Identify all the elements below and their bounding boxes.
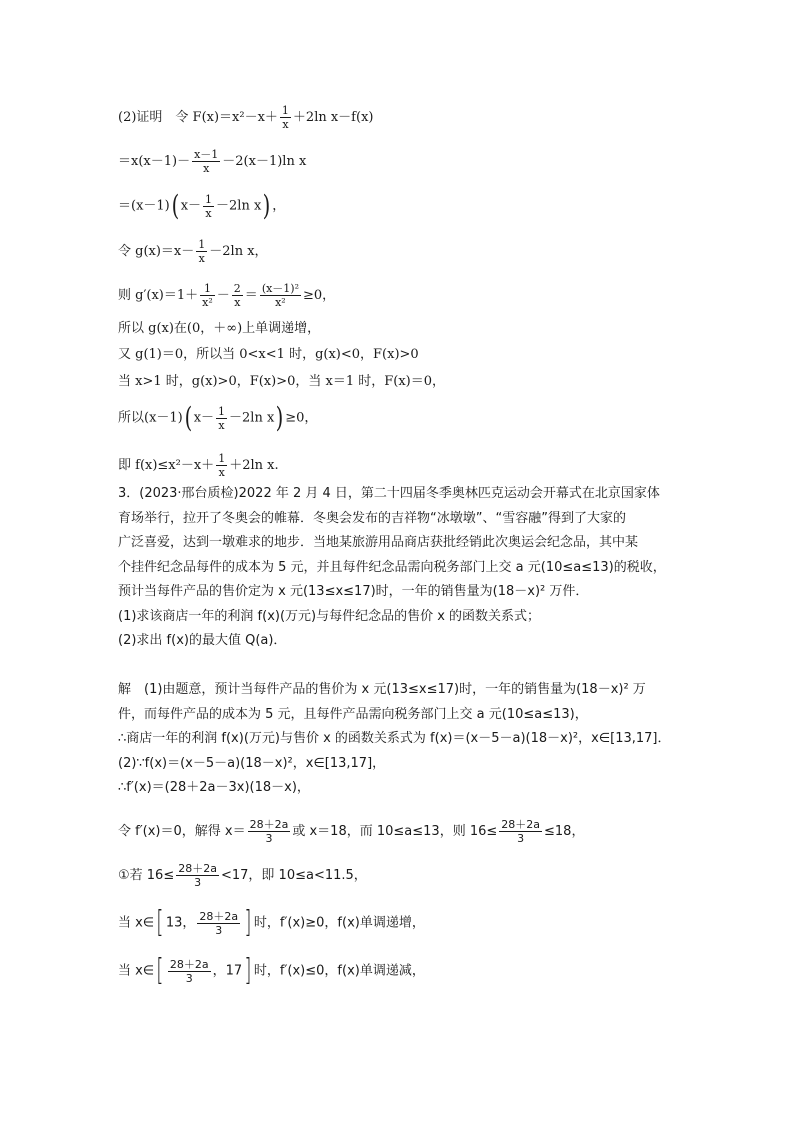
- text: 所以 g(x)在(0，＋∞)上单调递增，: [118, 321, 321, 336]
- text: 令 f′(x)＝0，解得 x＝: [118, 824, 246, 839]
- fraction: [168, 958, 211, 985]
- proof-line-10: [118, 452, 690, 479]
- fraction: [280, 104, 291, 131]
- text: 13，: [165, 915, 196, 931]
- denominator: 3: [215, 923, 223, 937]
- text: 令 g(x)＝x－: [118, 244, 195, 259]
- problem-row: 育场举行，拉开了冬奥会的帷幕．冬奥会发布的吉祥物“冰墩墩”、“雪容融”得到了大家的: [118, 510, 626, 526]
- fraction: [260, 282, 301, 309]
- fraction: [196, 238, 207, 265]
- solution-row: 件，而每件产品的成本为 5 元，且每件产品需向税务部门上交 a 元(10≤a≤13)，: [118, 706, 588, 722]
- text: 当 x∈: [118, 915, 155, 931]
- numerator: 1: [205, 192, 213, 206]
- question-1: (1)求该商店一年的利润 f(x)(万元)与每件纪念品的售价 x 的函数关系式；: [118, 608, 541, 624]
- question-2: (2)求出 f(x)的最大值 Q(a)．: [118, 633, 287, 648]
- proof-line-5: [118, 282, 690, 309]
- proof-line-4: [118, 238, 690, 265]
- right-paren: ): [262, 189, 271, 222]
- proof-line-6: [118, 320, 690, 338]
- denominator: x: [234, 296, 241, 309]
- fraction: [203, 193, 214, 220]
- fraction: [197, 910, 240, 937]
- problem-row: 广泛喜爱，达到一墩难求的地步．当地某旅游用品商店获批经销此次奥运会纪念品，其中某: [118, 535, 639, 550]
- text: 或 x＝18，而 10≤a≤13，则 16≤: [292, 824, 498, 839]
- text: 当 x∈: [118, 963, 155, 979]
- text: ＋2ln x.: [229, 458, 279, 473]
- denominator: x: [218, 466, 225, 479]
- text: 当 x>1 时，g(x)>0，F(x)>0，当 x＝1 时，F(x)＝0，: [118, 374, 446, 389]
- text: －2ln x: [229, 410, 275, 426]
- text: ＝: [244, 288, 258, 303]
- numerator: 1: [198, 238, 206, 251]
- text: 又 g(1)＝0，所以当 0<x<1 时，g(x)<0，F(x)>0: [118, 347, 419, 362]
- left-bracket: [: [156, 953, 164, 988]
- text: ＝(x－1): [118, 198, 170, 214]
- fraction: [248, 818, 291, 845]
- text: ≥0，: [285, 410, 318, 426]
- numerator: (x－1)²: [261, 282, 300, 295]
- denominator: x: [205, 206, 212, 220]
- solution-line-6: [118, 818, 690, 845]
- problem-row: 个挂件纪念品每件的成本为 5 元，并且每件纪念品需向税务部门上交 a 元(10≤a≤13)的税收，: [118, 559, 666, 575]
- numerator: 1: [200, 282, 215, 296]
- text: 时，f′(x)≤0，f(x)单调递减，: [253, 963, 425, 979]
- text: x－: [193, 410, 215, 426]
- solution-block: [118, 678, 688, 801]
- text: ，17: [212, 963, 243, 979]
- proof-line-8: [118, 373, 690, 391]
- denominator: x²: [202, 296, 213, 309]
- solution-line-8: [118, 905, 690, 940]
- text: 则 g′(x)＝1＋: [118, 288, 199, 303]
- proof-line-3: [118, 189, 690, 222]
- numerator: x－1: [194, 148, 219, 161]
- numerator: 1: [281, 104, 289, 117]
- text: －2ln x，: [209, 244, 268, 259]
- text: ①若 16≤: [118, 868, 175, 883]
- text: ＋2ln x－f(x): [292, 110, 374, 125]
- fraction: [216, 405, 227, 432]
- solution-line-9: [118, 953, 690, 988]
- denominator: 3: [265, 832, 273, 845]
- problem-3: [118, 482, 688, 654]
- denominator: 3: [194, 876, 202, 889]
- right-bracket: ]: [244, 953, 252, 988]
- text: －2(x－1)ln x: [222, 154, 307, 169]
- denominator: 3: [517, 832, 525, 845]
- fraction: [216, 452, 227, 479]
- solution-row: ∴商店一年的利润 f(x)(万元)与售价 x 的函数关系式为 f(x)＝(x－5－a)(18－x)²，x∈[13,17]．: [118, 731, 671, 746]
- solution-row: ∴f′(x)＝(28＋2a－3x)(18－x)，: [118, 780, 310, 795]
- problem-row: 3．(2023·邢台质检)2022 年 2 月 4 日，第二十四届冬季奥林匹克运动会开幕式在北京国家体: [118, 486, 660, 501]
- denominator: x²: [275, 296, 286, 309]
- right-bracket: ]: [244, 905, 252, 940]
- right-paren: ): [275, 401, 284, 434]
- fraction: [200, 282, 215, 309]
- numerator: 28＋2a: [249, 818, 289, 831]
- denominator: x: [218, 418, 225, 432]
- denominator: x: [203, 162, 210, 175]
- numerator: 28＋2a: [178, 862, 217, 875]
- text: ，: [272, 198, 286, 214]
- text: ≥0，: [303, 288, 336, 303]
- solution-row: 解 (1)由题意，预计当每件产品的售价为 x 元(13≤x≤17)时，一年的销售量为(18－x)² 万: [118, 682, 646, 697]
- left-bracket: [: [156, 905, 164, 940]
- numerator: 2: [233, 282, 241, 295]
- proof-line-1: [118, 104, 690, 131]
- text: 所以(x－1): [118, 410, 183, 426]
- fraction: [232, 282, 243, 309]
- text: －2ln x: [216, 198, 262, 214]
- text: 时，f′(x)≥0，f(x)单调递增，: [253, 915, 425, 931]
- numerator: 1: [218, 452, 226, 465]
- solution-row: (2)∵f(x)＝(x－5－a)(18－x)²，x∈[13,17]，: [118, 755, 386, 771]
- fraction: [176, 862, 219, 889]
- text: <17，即 10≤a<11.5，: [220, 868, 367, 883]
- text: 即 f(x)≤x²－x＋: [118, 458, 215, 473]
- text: －: [216, 288, 230, 303]
- problem-row: 预计当每件产品的售价定为 x 元(13≤x≤17)时，一年的销售量为(18－x)² 万件．: [118, 584, 589, 599]
- text: x－: [180, 198, 202, 214]
- fraction: [499, 818, 542, 845]
- numerator: 1: [218, 404, 226, 418]
- proof-line-9: [118, 401, 690, 434]
- denominator: x: [282, 118, 289, 131]
- solution-line-7: [118, 862, 690, 889]
- proof-line-2: [118, 148, 690, 175]
- proof-line-7: [118, 346, 690, 364]
- numerator: 28＋2a: [501, 818, 541, 831]
- text: ≤18，: [544, 824, 585, 839]
- fraction: [192, 148, 220, 175]
- left-paren: (: [184, 401, 193, 434]
- numerator: 28＋2a: [169, 957, 209, 971]
- denominator: 3: [185, 971, 193, 985]
- text: ＝x(x－1)－: [118, 154, 191, 169]
- text: (2)证明 令 F(x)＝x²－x＋: [118, 110, 278, 125]
- numerator: 28＋2a: [199, 909, 239, 923]
- left-paren: (: [171, 189, 180, 222]
- denominator: x: [198, 252, 205, 265]
